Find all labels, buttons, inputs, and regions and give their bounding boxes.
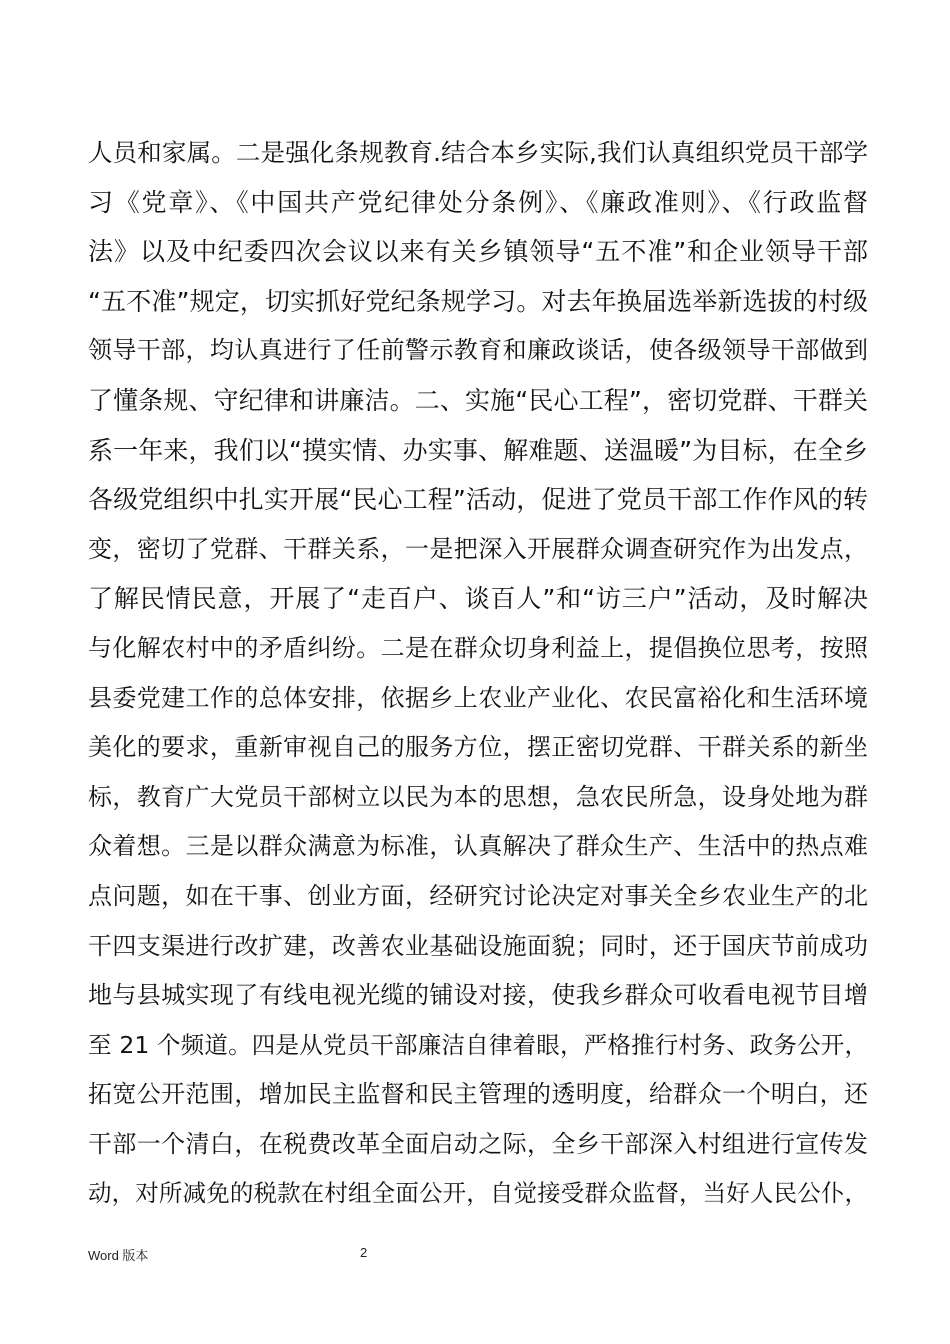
text-line: 习《党章》、《中国共产党纪律处分条例》、《廉政准则》、《行政监督 xyxy=(88,187,868,217)
text-line: 了懂条规、守纪律和讲廉洁。二、实施“民心工程”，密切党群、干群关 xyxy=(88,385,868,415)
text-line: 美化的要求，重新审视自己的服务方位，摆正密切党群、干群关系的新坐 xyxy=(88,733,868,762)
text-line: 地与县城实现了有线电视光缆的铺设对接，使我乡群众可收看电视节目增 xyxy=(88,981,868,1010)
text-line: 干四支渠进行改扩建，改善农业基础设施面貌；同时，还于国庆节前成功 xyxy=(88,931,868,960)
footer-label: Word 版本 xyxy=(88,1248,149,1263)
text-line: 系一年来，我们以“摸实情、办实事、解难题、送温暖”为目标，在全乡 xyxy=(88,435,868,465)
text-line: 县委党建工作的总体安排，依据乡上农业产业化、农民富裕化和生活环境 xyxy=(88,683,868,712)
text-line: 领导干部，均认真进行了任前警示教育和廉政谈话，使各级领导干部做到 xyxy=(88,336,868,365)
text-line: 标，教育广大党员干部树立以民为本的思想，急农民所急，设身处地为群 xyxy=(88,782,868,811)
text-line: 了解民情民意，开展了“走百户、谈百人”和“访三户”活动，及时解决 xyxy=(88,584,868,614)
text-line: 拓宽公开范围，增加民主监督和民主管理的透明度，给群众一个明白，还 xyxy=(88,1080,868,1109)
text-line: 点问题，如在干事、创业方面，经研究讨论决定对事关全乡农业生产的北 xyxy=(88,881,868,910)
text-line: 至 21 个频道。四是从党员干部廉洁自律着眼，严格推行村务、政务公开， xyxy=(88,1030,868,1059)
text-line: 干部一个清白，在税费改革全面启动之际，全乡干部深入村组进行宣传发 xyxy=(88,1129,868,1158)
page-number: 2 xyxy=(360,1245,368,1260)
text-line: 众着想。三是以群众满意为标准，认真解决了群众生产、生活中的热点难 xyxy=(88,832,868,861)
text-line: 动，对所减免的税款在村组全面公开，自觉接受群众监督，当好人民公仆， xyxy=(88,1179,868,1208)
text-line: 法》以及中纪委四次会议以来有关乡镇领导“五不准”和企业领导干部 xyxy=(88,237,868,267)
text-line: “五不准”规定，切实抓好党纪条规学习。对去年换届选举新选拔的村级 xyxy=(88,286,868,316)
body-text xyxy=(88,128,868,1219)
text-line: 变，密切了党群、干群关系，一是把深入开展群众调查研究作为出发点， xyxy=(88,534,868,563)
text-line: 与化解农村中的矛盾纠纷。二是在群众切身利益上，提倡换位思考，按照 xyxy=(88,633,868,662)
text-line: 各级党组织中扎实开展“民心工程”活动，促进了党员干部工作作风的转 xyxy=(88,485,868,515)
text-line: 人员和家属。二是强化条规教育.结合本乡实际,我们认真组织党员干部学 xyxy=(88,138,868,167)
